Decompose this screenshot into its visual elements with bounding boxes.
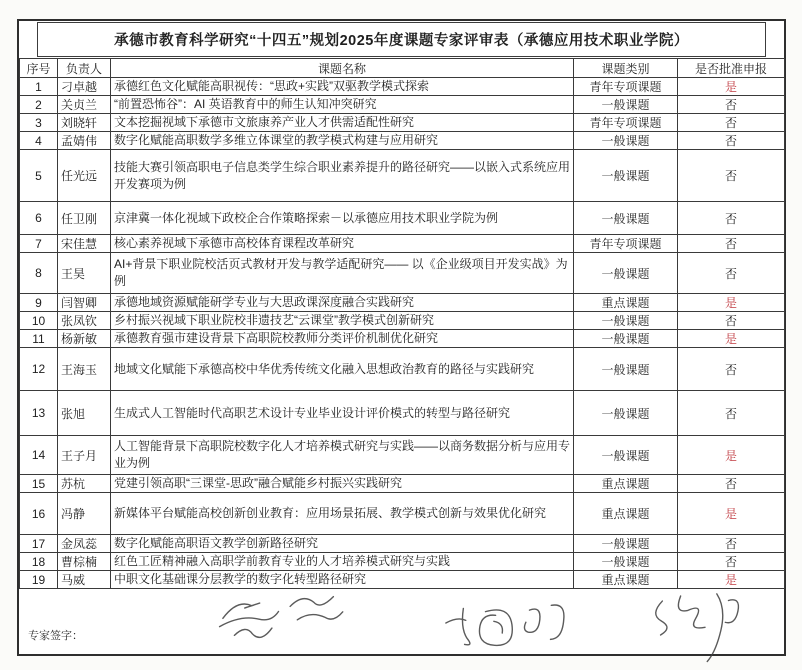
owner-name: 王昊 [58,253,111,294]
topic-category: 重点课题 [574,294,678,312]
topic-category: 一般课题 [574,132,678,150]
topic-category: 一般课题 [574,553,678,571]
approval-status: 是 [678,493,785,535]
approval-status: 是 [678,78,785,96]
topic-category: 一般课题 [574,312,678,330]
topic-category: 一般课题 [574,253,678,294]
table-row [20,436,785,475]
topic-category: 一般课题 [574,150,678,202]
owner-name: 杨新敏 [58,330,111,348]
approval-status: 否 [678,202,785,235]
owner-name: 苏杭 [58,475,111,493]
table-row [20,535,785,553]
table-row [20,253,785,294]
approval-status: 否 [678,535,785,553]
topic-title: 数字化赋能高职语文教学创新路径研究 [111,535,574,553]
row-number: 6 [20,202,58,235]
document-title: 承德市教育科学研究“十四五”规划2025年度课题专家评审表（承德应用技术职业学院） [37,22,766,57]
signature-area [19,589,784,655]
topic-title: 人工智能背景下高职院校数字化人才培养模式研究与实践——以商务数据分析与应用专业为例 [111,436,574,475]
owner-name: 曹棕楠 [58,553,111,571]
approval-status: 否 [678,132,785,150]
row-number: 1 [20,78,58,96]
owner-name: 关贞兰 [58,96,111,114]
row-number: 10 [20,312,58,330]
row-number: 12 [20,348,58,391]
topic-category: 重点课题 [574,475,678,493]
approval-status: 否 [678,235,785,253]
owner-name: 宋佳慧 [58,235,111,253]
owner-name: 刁卓越 [58,78,111,96]
topic-category: 重点课题 [574,493,678,535]
approval-status: 是 [678,330,785,348]
approval-status: 否 [678,348,785,391]
approval-status: 否 [678,96,785,114]
topic-category: 一般课题 [574,330,678,348]
table-row [20,391,785,436]
topic-title: 新媒体平台赋能高校创新创业教育：应用场景拓展、教学模式创新与效果优化研究 [111,493,574,535]
topic-title: 京津冀一体化视域下政校企合作策略探索－以承德应用技术职业学院为例 [111,202,574,235]
topic-category: 青年专项课题 [574,114,678,132]
column-header: 课题类别 [574,59,678,78]
owner-name: 刘晓轩 [58,114,111,132]
table-row [20,150,785,202]
handwritten-signature-1 [207,585,361,650]
topic-category: 青年专项课题 [574,235,678,253]
approval-status: 是 [678,294,785,312]
approval-status: 否 [678,475,785,493]
topic-title: AI+背景下职业院校活页式教材开发与教学适配研究—— 以《企业级项目开发实战》为例 [111,253,574,294]
topic-title: 核心素养视域下承德市高校体育课程改革研究 [111,235,574,253]
topic-category: 重点课题 [574,571,678,589]
topic-title: “前置恐怖谷”：AI 英语教育中的师生认知冲突研究 [111,96,574,114]
column-header: 课题名称 [111,59,574,78]
topic-category: 一般课题 [574,202,678,235]
topic-category: 一般课题 [574,436,678,475]
topic-category: 一般课题 [574,348,678,391]
column-header: 是否批准申报 [678,59,785,78]
topic-title: 乡村振兴视域下职业院校非遗技艺“云课堂”教学模式创新研究 [111,312,574,330]
topic-category: 一般课题 [574,391,678,436]
approval-status: 否 [678,553,785,571]
column-header: 负责人 [58,59,111,78]
column-header: 序号 [20,59,58,78]
table-row [20,235,785,253]
row-number: 13 [20,391,58,436]
topic-title: 红色工匠精神融入高职学前教育专业的人才培养模式研究与实践 [111,553,574,571]
table-row [20,294,785,312]
row-number: 14 [20,436,58,475]
document-frame [17,19,786,656]
row-number: 8 [20,253,58,294]
row-number: 17 [20,535,58,553]
table-row [20,553,785,571]
row-number: 5 [20,150,58,202]
handwritten-signature-2 [433,597,575,656]
table-row [20,78,785,96]
table-row [20,114,785,132]
review-table [19,58,785,589]
table-row [20,202,785,235]
row-number: 18 [20,553,58,571]
topic-title: 生成式人工智能时代高职艺术设计专业毕业设计评价模式的转型与路径研究 [111,391,574,436]
expert-signature-label: 专家签字： [28,630,83,642]
row-number: 7 [20,235,58,253]
row-number: 16 [20,493,58,535]
table-row [20,312,785,330]
row-number: 4 [20,132,58,150]
row-number: 2 [20,96,58,114]
owner-name: 金凤蕊 [58,535,111,553]
owner-name: 孟婧伟 [58,132,111,150]
approval-status: 否 [678,312,785,330]
topic-title: 数字化赋能高职数学多维立体课堂的教学模式构建与应用研究 [111,132,574,150]
topic-title: 承德教育强市建设背景下高职院校教师分类评价机制优化研究 [111,330,574,348]
row-number: 19 [20,571,58,589]
row-number: 3 [20,114,58,132]
topic-title: 承德红色文化赋能高职视传：“思政+实践”双驱教学模式探索 [111,78,574,96]
table-row [20,348,785,391]
table-row [20,96,785,114]
table-row [20,330,785,348]
topic-category: 一般课题 [574,96,678,114]
table-row [20,475,785,493]
topic-title: 党建引领高职“三课堂-思政”融合赋能乡村振兴实践研究 [111,475,574,493]
table-row [20,132,785,150]
approval-status: 否 [678,114,785,132]
table-row [20,493,785,535]
table-header-row [20,59,785,78]
row-number: 15 [20,475,58,493]
approval-status: 否 [678,150,785,202]
owner-name: 张凤钦 [58,312,111,330]
owner-name: 马威 [58,571,111,589]
handwritten-signature-3 [637,586,761,670]
topic-title: 文本挖掘视域下承德市文旅康养产业人才供需适配性研究 [111,114,574,132]
owner-name: 王子月 [58,436,111,475]
row-number: 11 [20,330,58,348]
approval-status: 是 [678,436,785,475]
topic-title: 承德地域资源赋能研学专业与大思政课深度融合实践研究 [111,294,574,312]
owner-name: 冯静 [58,493,111,535]
approval-status: 否 [678,391,785,436]
approval-status: 否 [678,253,785,294]
topic-category: 一般课题 [574,535,678,553]
topic-title: 中职文化基础课分层教学的数字化转型路径研究 [111,571,574,589]
topic-title: 地域文化赋能下承德高校中华优秀传统文化融入思想政治教育的路径与实践研究 [111,348,574,391]
topic-category: 青年专项课题 [574,78,678,96]
owner-name: 任光远 [58,150,111,202]
owner-name: 王海玉 [58,348,111,391]
table-row [20,571,785,589]
approval-status: 是 [678,571,785,589]
owner-name: 张旭 [58,391,111,436]
owner-name: 闫智卿 [58,294,111,312]
topic-title: 技能大赛引领高职电子信息类学生综合职业素养提升的路径研究——以嵌入式系统应用开发赛项为例 [111,150,574,202]
row-number: 9 [20,294,58,312]
owner-name: 任卫刚 [58,202,111,235]
